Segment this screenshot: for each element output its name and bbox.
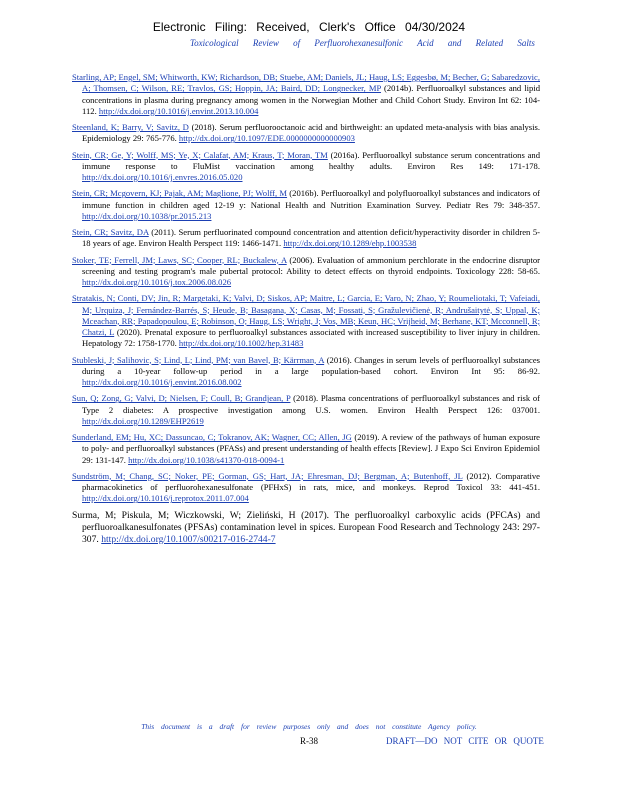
reference-authors[interactable]: Starling, AP; Engel, SM; Whitworth, KW; Richardson, DB; Stuebe, AM; Daniels, JL; Haug, LS; Eggesbø, M; Becher, G; Sabaredzovic, A; Thomsen, C; Wilson, RE; Travlos, GS; Hoppin, JA; Baird, DD; Longnecker, MP	[72, 72, 540, 94]
reference-doi-link[interactable]: http://dx.doi.org/10.1016/j.reprotox.2011.07.004	[82, 493, 249, 504]
reference-text: (2012). Comparative pharmacokinetics of perfluorohexanesulfonate (PFHxS) in rats, mice, and monkeys. Reprod Toxicol 33: 441-451.	[82, 470, 540, 492]
reference-authors: Surma, M; Piskula, M; Wiczkowski, W; Zieliński, H	[72, 509, 296, 521]
reference-text: (2006). Evaluation of ammonium perchlorate in the endocrine disruptor screening and testing program's male pubertal protocol: Ability to detect effects on thyroid endpoints. Toxicology 228: 58-65.	[82, 254, 540, 276]
reference-authors[interactable]: Stratakis, N; Conti, DV; Jin, R; Margetaki, K; Valvi, D; Siskos, AP; Maitre, L; Garcia, E; Varo, N; Zhao, Y; Roumeliotaki, T; Vafeiadi, M; Urquiza, J; Fernández-Barrés, S; Heude, B; Basagana, X; Casas, M; Fossati, S; Gražulevičienė, R; Andrušaitytė, S; Uppal, K; Mceachan, RR; Papadopoulou, E; Robinson, O; Haug, LS; Wright, J; Vos, MB; Keun, HC; Vrijheid, M; Berhane, KT; Mcconnell, R; Chatzi, L	[72, 293, 540, 337]
reference-item	[72, 255, 540, 289]
page-number: R-38	[300, 736, 318, 746]
reference-item	[72, 510, 540, 546]
reference-doi-link[interactable]: http://dx.doi.org/10.1007/s00217-016-2744-7	[101, 533, 276, 545]
reference-doi-link[interactable]: http://dx.doi.org/10.1289/ehp.1003538	[283, 238, 417, 249]
reference-authors[interactable]: Stoker, TE; Ferrell, JM; Laws, SC; Cooper, RL; Buckalew, A	[72, 254, 287, 265]
reference-text: (2018). Plasma concentrations of perfluoroalkyl substances and risk of Type 2 diabetes: A prospective investigation among U.S. women. Environ Health Perspect 126: 037001.	[82, 393, 540, 415]
reference-authors[interactable]: Stubleski, J; Salihovic, S; Lind, L; Lind, PM; van Bavel, B; Kärrman, A	[72, 354, 325, 365]
reference-text: (2016a). Perfluoroalkyl substance serum concentrations and immune response to FluMist vaccination among healthy adults. Environ Res 149: 171-178.	[82, 149, 540, 171]
reference-text: (2019). A review of the pathways of human exposure to poly- and perfluoroalkyl substances (PFASs) and present understanding of health effects [Review]. J Expo Sci Environ Epidemiol 29: 131-147.	[82, 432, 540, 465]
reference-item	[72, 227, 540, 250]
filing-stamp: Electronic Filing: Received, Clerk's Office 04/30/2024	[152, 20, 466, 34]
reference-text: (2017). The perfluoroalkyl carboxylic acids (PFCAs) and perfluoroalkanesulfonates (PFSAs) contamination level in spices. European Food Research and Technology 243: 297-307.	[82, 509, 540, 545]
reference-authors[interactable]: Stein, CR; Savitz, DA	[72, 227, 149, 237]
document-title: Toxicological Review of Perfluorohexanesulfonic Acid and Related Salts	[190, 38, 535, 48]
reference-item	[72, 393, 540, 427]
reference-authors[interactable]: Stein, CR; Mcgovern, KJ; Pajak, AM; Maglione, PJ; Wolff, M	[72, 188, 288, 199]
reference-authors[interactable]: Sun, Q; Zong, G; Valvi, D; Nielsen, F; Coull, B; Grandjean, P	[72, 393, 291, 404]
reference-doi-link[interactable]: http://dx.doi.org/10.1016/j.tox.2006.08.026	[82, 277, 232, 287]
reference-doi-link[interactable]: http://dx.doi.org/10.1016/j.envres.2016.05.020	[82, 172, 243, 182]
reference-item	[72, 432, 540, 466]
reference-doi-link[interactable]: http://dx.doi.org/10.1016/j.envint.2013.10.004	[98, 105, 259, 116]
reference-item	[72, 122, 540, 145]
reference-item	[72, 188, 540, 222]
reference-item	[72, 293, 540, 349]
reference-item	[72, 72, 540, 117]
reference-text: (2018). Serum perfluorooctanoic acid and birthweight: an updated meta-analysis with bias analysis. Epidemiology 29: 765-776.	[82, 122, 540, 144]
reference-doi-link[interactable]: http://dx.doi.org/10.1038/pr.2015.213	[82, 210, 212, 221]
reference-text: (2014b). Perfluoroalkyl substances and lipid concentrations in plasma during pregnancy among women in the Norwegian Mother and Child Cohort Study. Environ Int 62: 104-112.	[82, 83, 541, 116]
reference-text: (2011). Serum perfluorinated compound concentration and attention deficit/hyperactivity disorder in children 5-18 years of age. Environ Health Perspect 119: 1466-1471.	[82, 227, 540, 249]
reference-authors[interactable]: Steenland, K; Barry, V; Savitz, D	[72, 122, 189, 132]
reference-doi-link[interactable]: http://dx.doi.org/10.1016/j.envint.2016.08.002	[82, 377, 242, 387]
reference-list	[72, 72, 540, 551]
reference-doi-link[interactable]: http://dx.doi.org/10.1038/s41370-018-0094-1	[128, 454, 285, 465]
reference-text: (2016b). Perfluoroalkyl and polyfluoroalkyl substances and indicators of immune function in children aged 12-19 y: National Health and Nutrition Examination Survey. Pediatr Res 79: 348-357.	[82, 188, 540, 210]
reference-item	[72, 355, 540, 389]
reference-item	[72, 471, 540, 505]
reference-authors[interactable]: Sunderland, EM; Hu, XC; Dassuncao, C; Tokranov, AK; Wagner, CC; Allen, JG	[72, 432, 352, 442]
reference-doi-link[interactable]: http://dx.doi.org/10.1289/EHP2619	[82, 415, 204, 426]
reference-item	[72, 150, 540, 184]
reference-text: (2016). Changes in serum levels of perfluoroalkyl substances during a 10-year follow-up period in a large population-based cohort. Environ Int 95: 86-92.	[82, 354, 540, 376]
reference-doi-link[interactable]: http://dx.doi.org/10.1097/EDE.0000000000000903	[178, 133, 355, 144]
reference-doi-link[interactable]: http://dx.doi.org/10.1002/hep.31483	[178, 338, 304, 349]
draft-disclaimer: This document is a draft for review purposes only and does not constitute Agency policy.	[141, 722, 477, 731]
reference-authors[interactable]: Sundström, M; Chang, SC; Noker, PE; Gorman, GS; Hart, JA; Ehresman, DJ; Bergman, A; Butenhoff, JL	[72, 470, 463, 481]
draft-notice: DRAFT—DO NOT CITE OR QUOTE	[386, 736, 544, 746]
reference-authors[interactable]: Stein, CR; Ge, Y; Wolff, MS; Ye, X; Calafat, AM; Kraus, T; Moran, TM	[72, 149, 328, 160]
reference-text: (2020). Prenatal exposure to perfluoroalkyl substances associated with increased susceptibility to liver injury in children. Hepatology 72: 1758-1770.	[82, 327, 540, 349]
